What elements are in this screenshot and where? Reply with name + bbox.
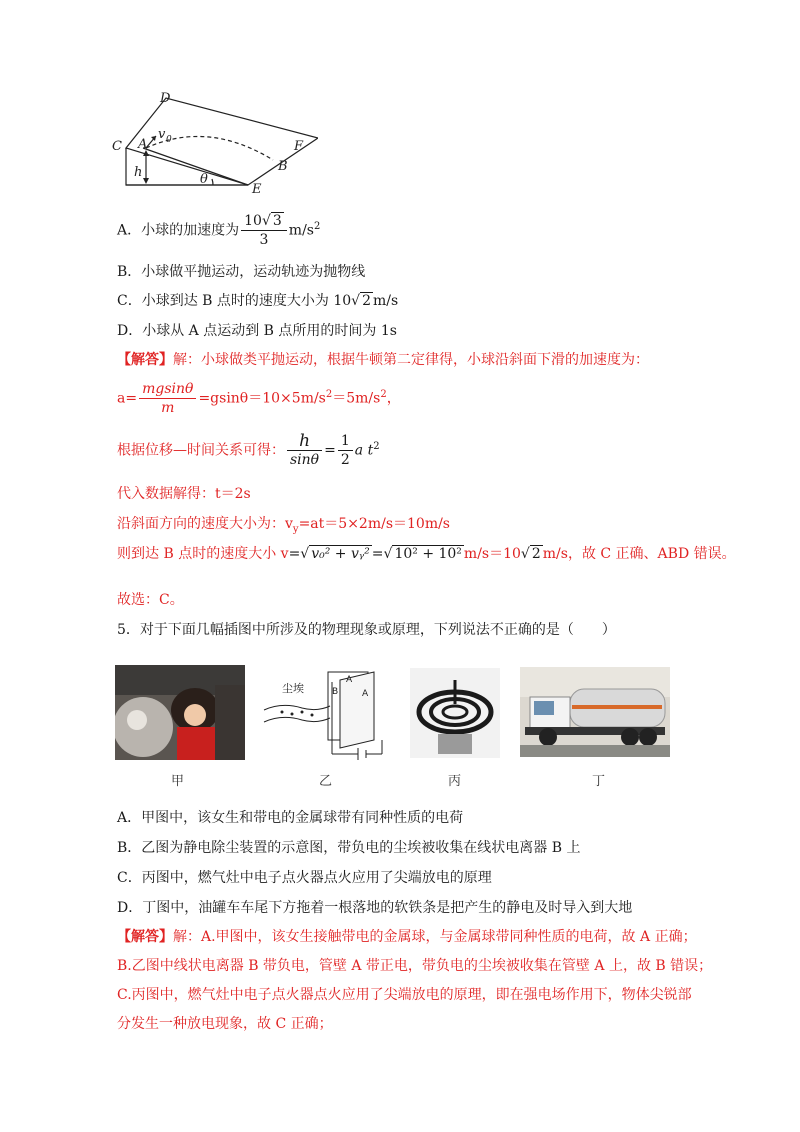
- label-h: h: [134, 165, 143, 180]
- q5-option-b: B．乙图为静电除尘装置的示意图，带负电的尘埃被收集在线状电离器 B 上: [117, 840, 581, 856]
- label-v0: v: [158, 127, 166, 142]
- q5-option-c: C．丙图中，燃气灶中电子点火器点火应用了尖端放电的原理: [117, 870, 492, 886]
- q4-option-b: B．小球做平抛运动，运动轨迹为抛物线: [117, 264, 366, 280]
- label-v0-sub: 0: [166, 135, 172, 145]
- label-ionizer-b: B: [332, 687, 339, 697]
- q4-answer-line1: 【解答】解：小球做类平抛运动，根据牛顿第二定律得，小球沿斜面下滑的加速度为：: [117, 352, 649, 368]
- q4-answer-line4: 代入数据解得：t＝2s: [117, 486, 251, 502]
- q5-answer-line2: B.乙图中线状电离器 B 带负电，管壁 A 带正电，带负电的尘埃被收集在管壁 A 上，故 B 错误；: [117, 958, 713, 974]
- image-ding-tanker: [520, 667, 670, 757]
- q4-option-a: A．小球的加速度为 $\frac{10√ 3}{3}$ $m/s^2$: [117, 213, 321, 248]
- label-a: A: [138, 137, 148, 152]
- q4-option-d: D．小球从 A 点运动到 B 点所用的时间为 1s: [117, 323, 397, 339]
- caption-bing: 丙: [448, 774, 462, 789]
- q4-answer-line5: 沿斜面方向的速度大小为：$v_y=at=5\times 2m/s=10m/s$: [117, 516, 450, 535]
- label-d: D: [160, 91, 171, 106]
- label-theta: θ: [200, 172, 208, 187]
- label-plate-a1: A: [346, 675, 353, 685]
- q5-stem: 5．对于下面几幅插图中所涉及的物理现象或原理，下列说法不正确的是（ ）: [117, 622, 616, 638]
- q4-answer-choice: 故选：C。: [117, 592, 184, 608]
- label-f: F: [294, 139, 304, 154]
- q5-answer-line4: 分发生一种放电现象，故 C 正确；: [117, 1016, 333, 1032]
- q5-option-a: A．甲图中，该女生和带电的金属球带有同种性质的电荷: [117, 810, 464, 826]
- image-yi-diagram: [262, 662, 392, 762]
- caption-ding: 丁: [592, 774, 606, 789]
- label-e: E: [252, 182, 262, 197]
- image-jia-photo: [115, 665, 245, 760]
- plane-face: [126, 98, 318, 185]
- q4-option-c: C．小球到达 B 点时的速度大小为 10√ 2 m/s: [117, 293, 399, 309]
- q4-answer-line3: 根据位移—时间关系可得： $\frac{h}{\sin\theta}$ = $\frac{1}{2}$ a $t^2$: [117, 431, 380, 468]
- q5-answer-line3: C.丙图中，燃气灶中电子点火器点火应用了尖端放电的原理，即在强电场作用下，物体尖锐部: [117, 987, 692, 1003]
- q4-answer-line2: a= $\frac{mgsin\theta}{m}$ $=gsin\theta=10\times 5m/s^2=5m/s^2$，: [117, 381, 401, 416]
- q5-option-d: D．丁图中，油罐车车尾下方拖着一根落地的软铁条是把产生的静电及时导入到大地: [117, 900, 633, 916]
- q4-answer-line6: 则到达 B 点时的速度大小 v=√ v₀² + vᵧ² =√ 10² + 10² m/s＝10√ 2 m/s，故 C 正确、ABD 错误。: [117, 546, 736, 562]
- label-c: C: [112, 139, 122, 154]
- q5-answer-line1: 【解答】解：A.甲图中，该女生接触带电的金属球，与金属球带同种性质的电荷，故 A 正确；: [117, 929, 697, 945]
- caption-jia: 甲: [171, 774, 185, 789]
- inclined-plane-diagram: [108, 90, 318, 200]
- hypotenuse: [143, 148, 248, 185]
- label-b: B: [278, 159, 288, 174]
- label-dust: 尘埃: [282, 682, 304, 695]
- caption-yi: 乙: [319, 774, 333, 789]
- label-plate-a2: A: [362, 689, 369, 699]
- image-bing-stove: [410, 668, 500, 758]
